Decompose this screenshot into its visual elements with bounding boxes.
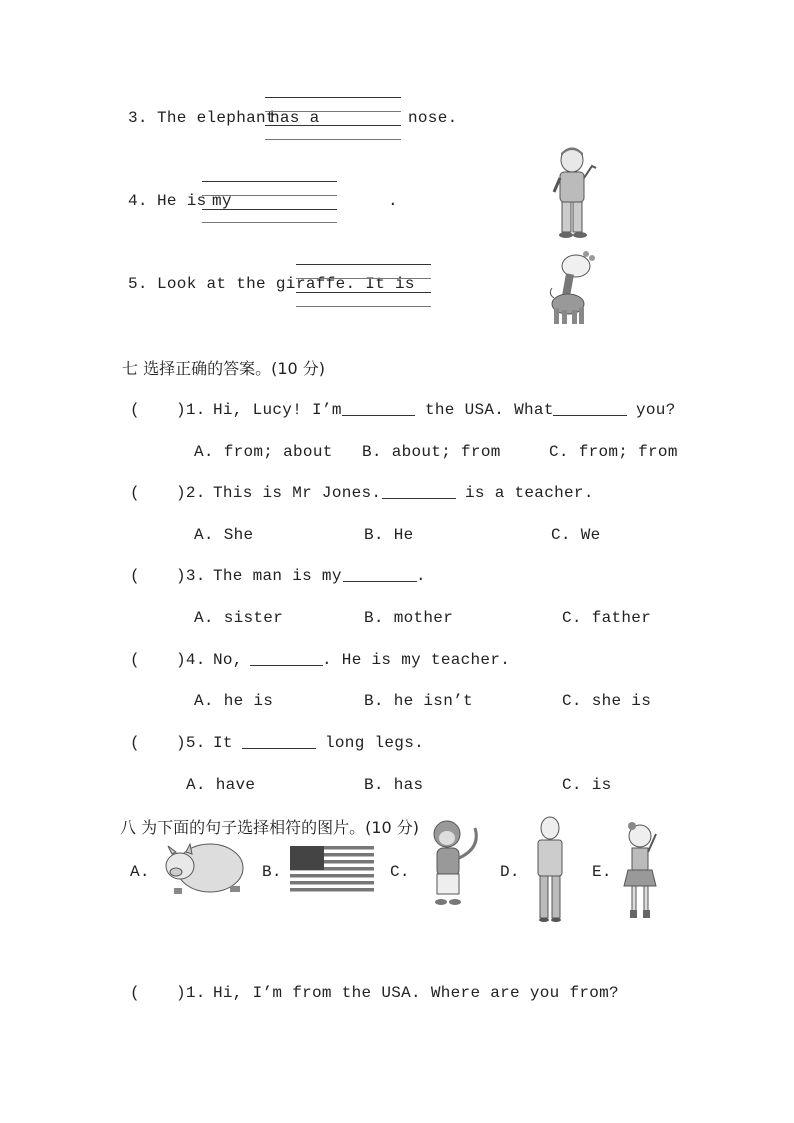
old-man-picture xyxy=(530,816,570,924)
blank xyxy=(382,498,456,499)
question-text: The elephant xyxy=(157,109,276,127)
writing-line-bottom xyxy=(202,222,337,223)
option-b[interactable]: B. about; from xyxy=(362,443,501,461)
picture-label-a: A. xyxy=(130,863,150,881)
question-text: . He is my teacher. xyxy=(322,651,511,669)
option-a[interactable]: A. She xyxy=(194,526,254,544)
option-c[interactable]: C. she is xyxy=(562,692,652,710)
option-a[interactable]: A. he is xyxy=(194,692,274,710)
writing-line-top xyxy=(202,181,337,182)
question-text: Hi, Lucy! I’m xyxy=(213,401,342,419)
question-text: is a teacher. xyxy=(465,484,594,502)
blank xyxy=(343,581,417,582)
boy-illustration xyxy=(548,144,600,240)
option-b[interactable]: B. He xyxy=(364,526,414,544)
question-text: It xyxy=(213,734,233,752)
question-number: )1. xyxy=(176,984,206,1002)
question-number: )3. xyxy=(176,567,206,585)
usa-flag-picture xyxy=(290,846,374,892)
girl-picture xyxy=(620,820,664,922)
written-answer: has a xyxy=(270,109,320,127)
answer-paren-open[interactable]: ( xyxy=(130,401,140,419)
section-title-7: 七 选择正确的答案。(10 分) xyxy=(122,359,326,378)
question-number: )1. xyxy=(176,401,206,419)
writing-line-bottom xyxy=(265,139,401,140)
question-text: the USA. What xyxy=(425,401,554,419)
answer-paren-open[interactable]: ( xyxy=(130,984,140,1002)
picture-label-d: D. xyxy=(500,863,520,881)
question-text: Hi, I’m from the USA. Where are you from? xyxy=(213,984,619,1002)
picture-label-b: B. xyxy=(262,863,282,881)
picture-label-e: E. xyxy=(592,863,612,881)
writing-line-base[interactable] xyxy=(296,292,431,293)
section-title-8: 八 为下面的句子选择相符的图片。(10 分) xyxy=(120,818,420,837)
question-number: )5. xyxy=(176,734,206,752)
writing-line-mid xyxy=(265,111,401,112)
writing-line-mid xyxy=(202,195,337,196)
option-c[interactable]: C. from; from xyxy=(549,443,678,461)
question-number: )4. xyxy=(176,651,206,669)
question-text-end: nose. xyxy=(408,109,458,127)
writing-line-mid xyxy=(296,278,431,279)
question-text: The man is my xyxy=(213,567,342,585)
option-c[interactable]: C. father xyxy=(562,609,652,627)
question-text-end: . xyxy=(388,192,398,210)
answer-paren-open[interactable]: ( xyxy=(130,734,140,752)
option-c[interactable]: C. We xyxy=(551,526,601,544)
writing-line-base[interactable] xyxy=(265,125,401,126)
option-c[interactable]: C. is xyxy=(562,776,612,794)
giraffe-illustration xyxy=(546,248,602,328)
option-b[interactable]: B. has xyxy=(364,776,424,794)
written-answer: raffe. It is xyxy=(296,275,415,293)
picture-label-c: C. xyxy=(390,863,410,881)
question-number: 3. xyxy=(128,109,148,127)
option-a[interactable]: A. sister xyxy=(194,609,284,627)
blank xyxy=(250,665,323,666)
blank-2 xyxy=(553,415,627,416)
writing-line-base[interactable] xyxy=(202,209,337,210)
question-text: He is xyxy=(157,192,207,210)
pig-picture xyxy=(160,840,246,898)
option-b[interactable]: B. mother xyxy=(364,609,454,627)
question-text: No, xyxy=(213,651,243,669)
answer-paren-open[interactable]: ( xyxy=(130,484,140,502)
question-text: you? xyxy=(636,401,676,419)
written-answer: my xyxy=(212,192,232,210)
question-number: )2. xyxy=(176,484,206,502)
answer-paren-open[interactable]: ( xyxy=(130,651,140,669)
question-text: Look at the gi xyxy=(157,275,296,293)
question-number: 5. xyxy=(128,275,148,293)
answer-paren-open[interactable]: ( xyxy=(130,567,140,585)
option-b[interactable]: B. he isn’t xyxy=(364,692,473,710)
question-number: 4. xyxy=(128,192,148,210)
writing-line-bottom xyxy=(296,306,431,307)
question-text: long legs. xyxy=(325,734,425,752)
question-text: This is Mr Jones. xyxy=(213,484,382,502)
writing-line-top xyxy=(265,97,401,98)
option-a[interactable]: A. from; about xyxy=(194,443,333,461)
blank xyxy=(242,748,316,749)
writing-line-top xyxy=(296,264,431,265)
option-a[interactable]: A. have xyxy=(186,776,256,794)
blank-1 xyxy=(342,415,415,416)
question-text: . xyxy=(416,567,426,585)
monkey-picture xyxy=(425,818,485,910)
